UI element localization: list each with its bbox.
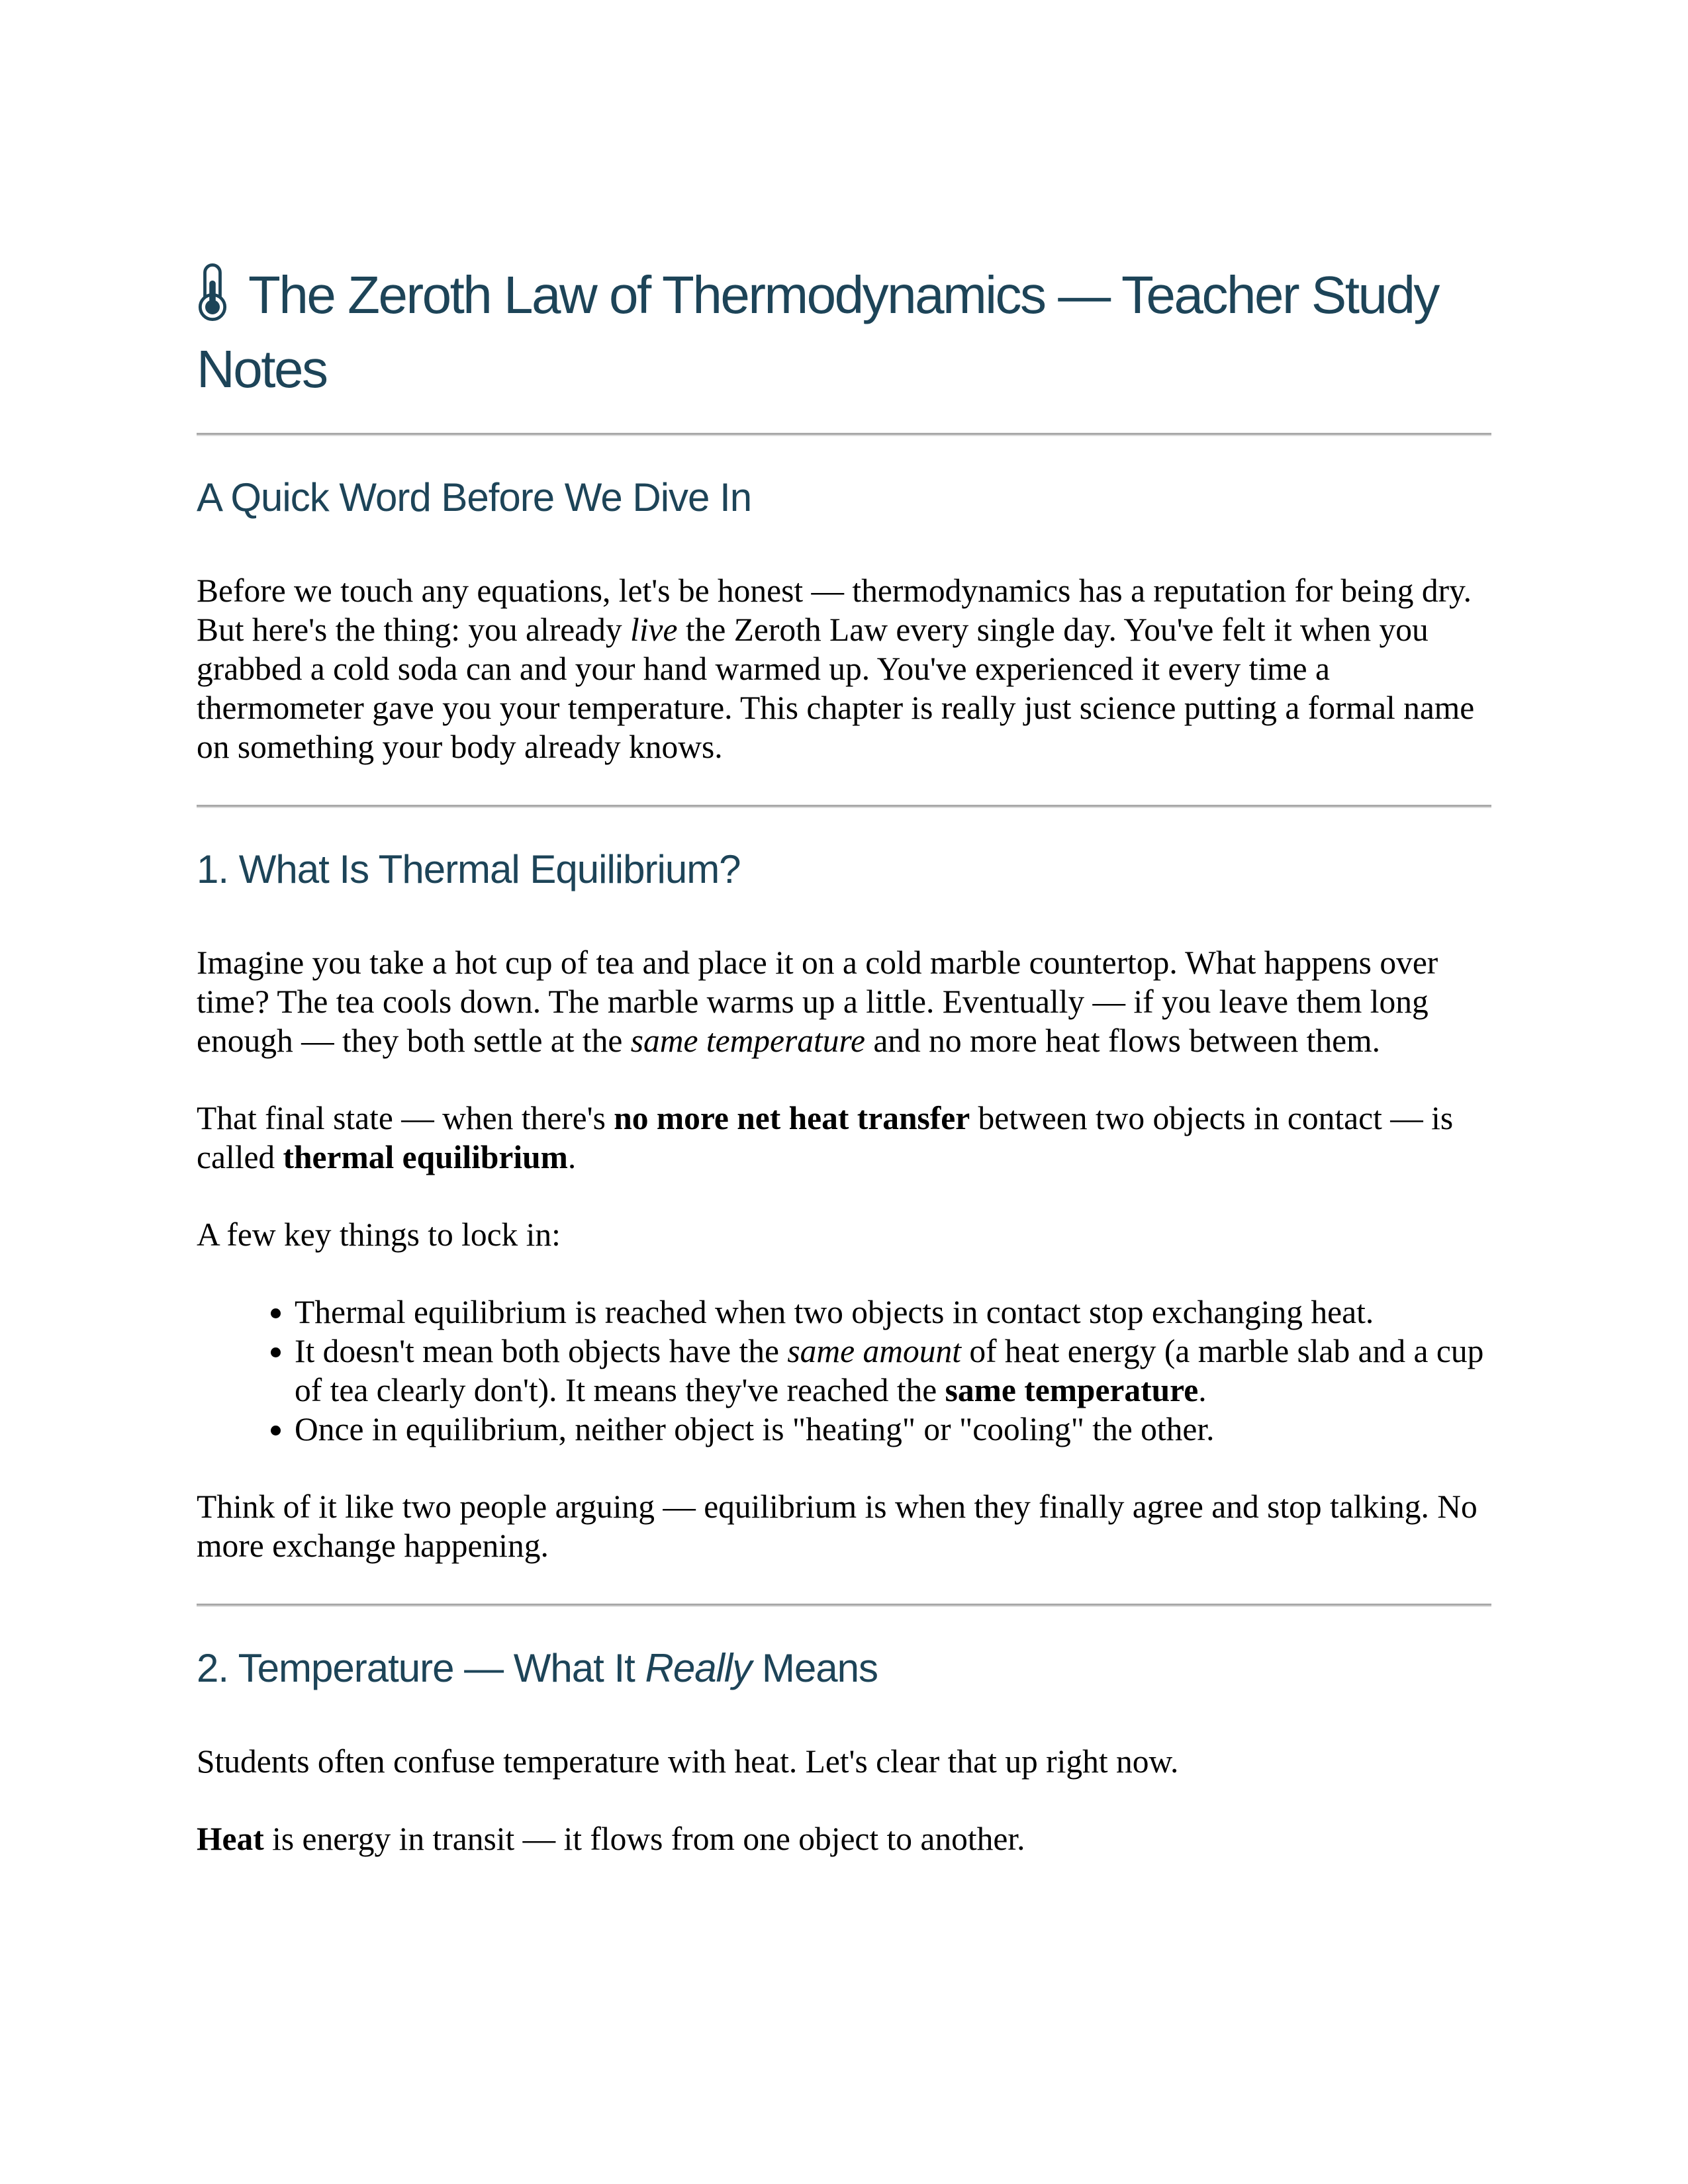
- text-run: A Quick Word Before We Dive In: [197, 475, 752, 520]
- document-section-intro: [197, 433, 1491, 766]
- thermometer-icon: [197, 263, 228, 322]
- list-item: [295, 1293, 1491, 1332]
- list-item: [295, 1410, 1491, 1449]
- text-run: Think of it like two people arguing — equilibrium is when they finally agree and stop talking. No more exchange happening.: [197, 1488, 1477, 1564]
- section-heading: [197, 1643, 1491, 1694]
- text-run: between two objects in contact — is called: [197, 1100, 1454, 1175]
- text-run: the Zeroth Law every single day. You've felt it when you grabbed a cold soda can and your hand warmed up. You've experienced it every time a thermometer gave you your temperature. This chapter is really just science putting a formal name on something your body already knows.: [197, 612, 1475, 765]
- text-run: Once in equilibrium, neither object is "heating" or "cooling" the other.: [295, 1411, 1215, 1447]
- italic-text: live: [630, 612, 678, 648]
- text-run: of heat energy (a marble slab and a cup of tea clearly don't). It means they've reached the: [295, 1333, 1484, 1408]
- bold-text: no more net heat transfer: [614, 1100, 970, 1136]
- document-section-temperature-meaning: [197, 1604, 1491, 1858]
- paragraph: [197, 1099, 1491, 1177]
- italic-text: same temperature: [630, 1023, 865, 1059]
- text-run: .: [567, 1139, 577, 1175]
- text-run: Means: [751, 1646, 878, 1690]
- page-title-text: The Zeroth Law of Thermodynamics — Teacher Study Notes: [197, 265, 1438, 398]
- section-divider: [197, 805, 1491, 808]
- paragraph: [197, 943, 1491, 1060]
- section-heading: [197, 472, 1491, 523]
- text-run: Students often confuse temperature with heat. Let's clear that up right now.: [197, 1743, 1179, 1780]
- bold-text: same temperature: [945, 1372, 1199, 1408]
- text-run: It doesn't mean both objects have the: [295, 1333, 788, 1369]
- bullet-list: [197, 1293, 1491, 1449]
- text-run: That final state — when there's: [197, 1100, 614, 1136]
- paragraph: [197, 1215, 1491, 1254]
- document-sections: [197, 433, 1491, 1858]
- paragraph: [197, 1742, 1491, 1781]
- paragraph: [197, 571, 1491, 766]
- text-run: is energy in transit — it flows from one object to another.: [263, 1821, 1025, 1857]
- text-run: Thermal equilibrium is reached when two objects in contact stop exchanging heat.: [295, 1294, 1374, 1330]
- document-section-what-is-thermal-equilibrium: [197, 805, 1491, 1565]
- paragraph: [197, 1487, 1491, 1565]
- text-run: Before we touch any equations, let's be honest — thermodynamics has a reputation for being dry. But here's the thing: you already: [197, 572, 1472, 648]
- list-item: [295, 1332, 1491, 1410]
- text-run: 2. Temperature — What It: [197, 1646, 645, 1690]
- paragraph: [197, 1819, 1491, 1858]
- text-run: 1. What Is Thermal Equilibrium?: [197, 847, 741, 891]
- bold-text: thermal equilibrium: [283, 1139, 568, 1175]
- bold-text: Heat: [197, 1821, 264, 1857]
- section-heading: [197, 844, 1491, 895]
- text-run: .: [1198, 1372, 1207, 1408]
- italic-text: same amount: [787, 1333, 961, 1369]
- text-run: Imagine you take a hot cup of tea and place it on a cold marble countertop. What happens over time? The tea cools down. The marble warms up a little. Eventually — if you leave them long enough — they both settle at the: [197, 944, 1438, 1059]
- page-title: [197, 258, 1491, 406]
- italic-text: Really: [645, 1646, 752, 1690]
- section-divider: [197, 1604, 1491, 1607]
- section-divider: [197, 433, 1491, 436]
- text-run: and no more heat flows between them.: [865, 1023, 1380, 1059]
- text-run: A few key things to lock in:: [197, 1216, 561, 1253]
